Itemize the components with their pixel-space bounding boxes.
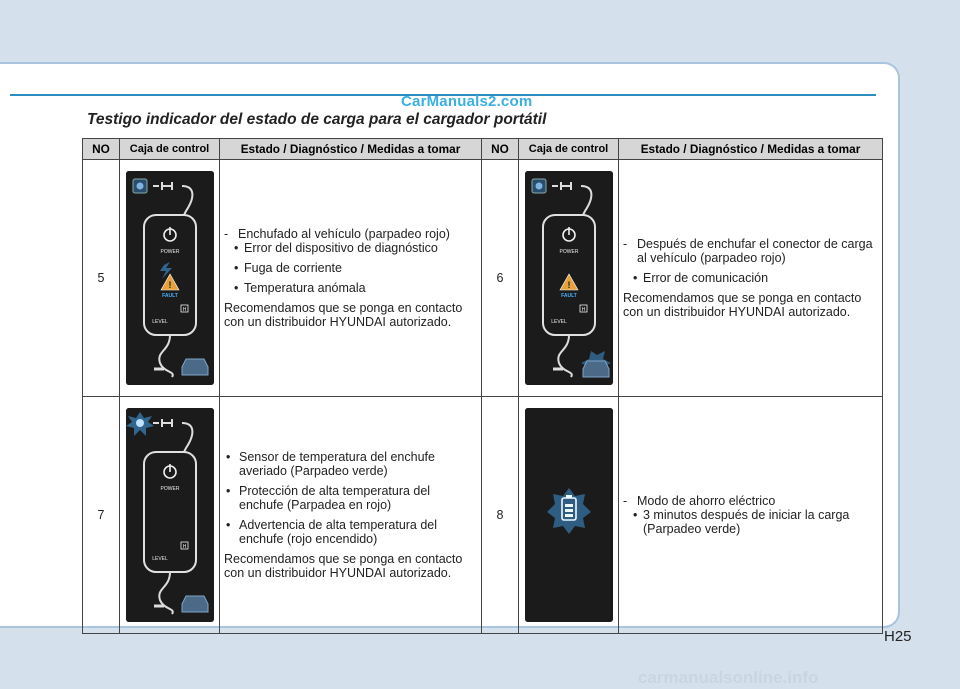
status-line: Enchufado al vehículo (parpadeo rojo) (238, 227, 450, 241)
row-number: 7 (83, 397, 120, 634)
recommendation-text: Recomendamos que se ponga en contacto con un distribuidor HYUNDAI autorizado. (224, 552, 463, 580)
row-number: 8 (482, 397, 519, 634)
h-label: H (581, 307, 585, 313)
h-label: H (182, 307, 186, 313)
recommendation-text: Recomendamos que se ponga en contacto con un distribuidor HYUNDAI autorizado. (623, 291, 862, 319)
col-no: NO (482, 139, 519, 160)
level-label: LEVEL (550, 319, 567, 325)
footer-watermark[interactable]: carmanualsonline.info (638, 668, 819, 687)
control-box-fault-illustration (126, 171, 214, 385)
power-label: POWER (160, 249, 179, 255)
power-label: POWER (160, 486, 179, 492)
table-row: 7 POWER H LEVEL • Sensor de temperatura del enchufe averiado (Parpadeo verde) • Protección de alta temperatura del enchufe (Parpadea en rojo) • Advertencia de alta temperatura del enchufe (rojo encendido) Recomendamos que se ponga en contacto con un distribuidor HYUNDAI autorizado. 8 - Modo de ahorro eléctrico • 3 minutos después de iniciar la carga (Parpadeo verde) (83, 397, 883, 634)
control-box-communication-illustration (525, 171, 613, 385)
power-label: POWER (559, 249, 578, 255)
col-no: NO (83, 139, 120, 160)
section-title: Testigo indicador del estado de carga para el cargador portátil (87, 111, 547, 128)
status-bullet: Sensor de temperatura del enchufe averiado (Parpadeo verde) (239, 450, 435, 478)
fault-label: FAULT (560, 293, 577, 299)
status-bullet: 3 minutos después de iniciar la carga (Parpadeo verde) (643, 508, 850, 536)
control-box-power-saving-illustration (525, 408, 613, 622)
status-bullet: Temperatura anómala (244, 281, 366, 295)
status-bullet: Protección de alta temperatura del enchufe (Parpadea en rojo) (239, 484, 431, 512)
fault-label: FAULT (161, 293, 178, 299)
level-label: LEVEL (151, 556, 168, 562)
h-label: H (182, 544, 186, 550)
col-control-box: Caja de control (519, 139, 619, 160)
status-bullet: Error del dispositivo de diagnóstico (244, 241, 438, 255)
svg-text:!: ! (168, 280, 171, 290)
status-bullet: Fuga de corriente (244, 261, 342, 275)
col-control-box: Caja de control (120, 139, 220, 160)
col-status: Estado / Diagnóstico / Medidas a tomar (619, 139, 883, 160)
status-line: Modo de ahorro eléctrico (637, 494, 776, 508)
table-row: 5 POWER ! FAULT H LEVEL - Enchufado al vehículo (parpadeo rojo) • Error del dispositivo de diagnóstico • Fuga de corriente • Temperatura anómala Recomendamos que se ponga en contacto con un distribuidor HYUNDAI autorizado. 6 POWER ! FAULT H LEVEL - Después de enchufar el conector de carga al vehículo (parpadeo rojo) • Error de comunicación Recomendamos que se ponga en contacto con un distribuidor HYUNDAI autorizado. (83, 160, 883, 397)
svg-text:!: ! (567, 280, 570, 290)
watermark[interactable]: CarManuals2.com (401, 93, 533, 110)
status-line: Después de enchufar el conector de carga al vehículo (parpadeo rojo) (637, 237, 873, 265)
status-bullet: Advertencia de alta temperatura del enchufe (rojo encendido) (239, 518, 438, 546)
level-label: LEVEL (151, 319, 168, 325)
page-number: H25 (884, 628, 912, 645)
table-header-row (83, 139, 883, 160)
status-bullet: Error de comunicación (643, 271, 769, 285)
col-status: Estado / Diagnóstico / Medidas a tomar (220, 139, 482, 160)
recommendation-text: Recomendamos que se ponga en contacto con un distribuidor HYUNDAI autorizado. (224, 301, 463, 329)
control-box-plug-temperature-illustration (126, 408, 214, 622)
row-number: 6 (482, 160, 519, 397)
row-number: 5 (83, 160, 120, 397)
status-table (82, 138, 883, 634)
